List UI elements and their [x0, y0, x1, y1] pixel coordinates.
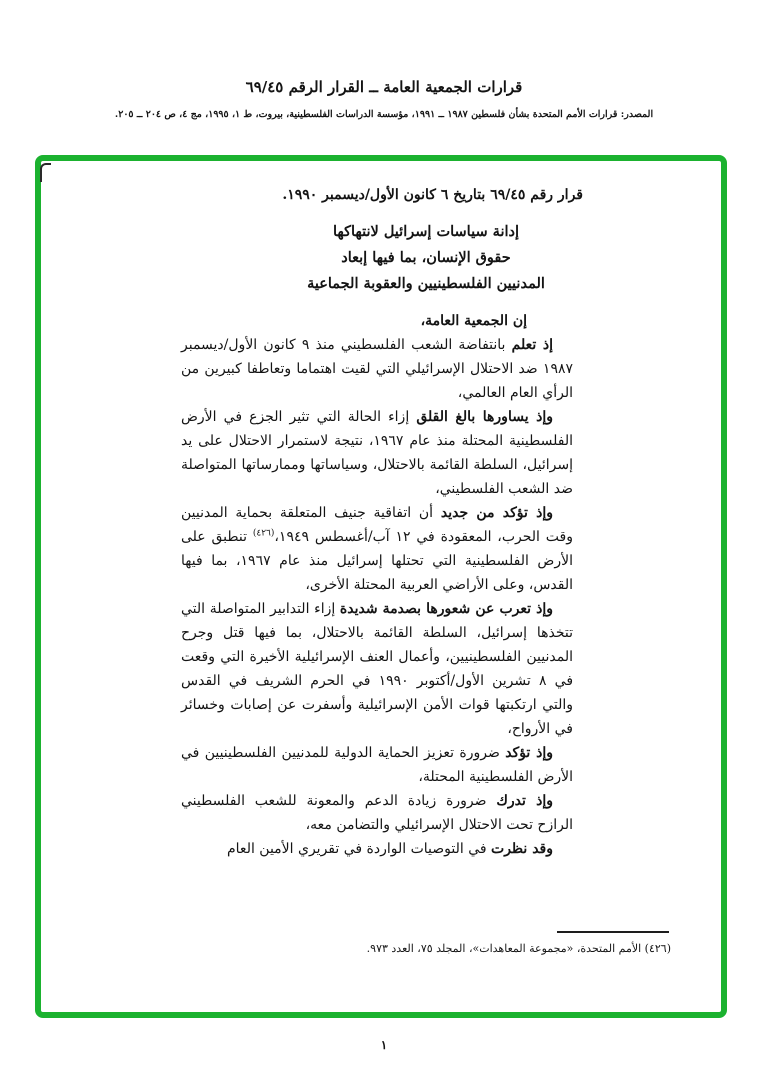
resolution-title-line-2: حقوق الإنسان، بما فيها إبعاد — [341, 249, 511, 266]
resolution-body — [181, 309, 573, 861]
footnote-block — [253, 931, 671, 956]
footnote-text — [253, 941, 671, 956]
footnote-ref: (٤٢٦) — [252, 528, 275, 539]
preamble-paragraph — [181, 789, 573, 837]
preamble-paragraph — [181, 837, 573, 861]
paragraph-text: أن اتفاقية جنيف المتعلقة بحماية المدنيين وقت الحرب، المعقودة في ١٢ آب/أغسطس ١٩٤٩، — [181, 505, 573, 545]
paragraph-lead-text: وإذ تؤكد — [505, 745, 553, 761]
paragraph-text: في التوصيات الواردة في تقريري الأمين العام — [227, 841, 492, 857]
page-header-source: المصدر: قرارات الأمم المتحدة بشأن فلسطين ١٩٨٧ ــ ١٩٩١، مؤسسة الدراسات الفلسطينية، بيروت، ط ١، ١٩٩٥، مج ٤، ص ٢٠٤ ــ ٢٠٥. — [114, 109, 654, 120]
document-content — [41, 161, 721, 861]
preamble-opening — [181, 309, 573, 333]
footnote-separator-rule — [557, 931, 669, 933]
paragraph-text: إزاء الحالة التي تثير الجزع في الأرض الفلسطينية المحتلة منذ عام ١٩٦٧، نتيجة لاستمرار الاحتلال على يد إسرائيل، السلطة القائمة بالاحتلال، وسياساتها وممارساتها المتواصلة ضد الشعب الفلسطيني، — [181, 409, 573, 497]
preamble-paragraph — [181, 741, 573, 789]
preamble-paragraph — [181, 405, 573, 501]
paragraph-lead-text: وإذ تؤكد من جديد — [440, 505, 553, 521]
paragraph-lead-text: وإذ تدرك — [496, 793, 554, 809]
document-frame — [35, 155, 727, 1018]
paragraph-lead-text: وقد نظرت — [491, 841, 553, 857]
paragraph-lead-text: إن الجمعية العامة، — [420, 313, 527, 329]
footnote-marker: (٤٢٦) — [644, 942, 671, 955]
paragraph-lead-text: وإذ تعرب عن شعورها بصدمة شديدة — [339, 601, 553, 617]
paragraph-text: ضرورة زيادة الدعم والمعونة للشعب الفلسطيني الرازح تحت الاحتلال الإسرائيلي والتضامن معه، — [181, 793, 573, 833]
preamble-paragraph — [181, 333, 573, 405]
page-header-title: قرارات الجمعية العامة ــ القرار الرقم ٦٩/٤٥ — [245, 78, 523, 96]
paragraph-text: إزاء التدابير المتواصلة التي تتخذها إسرائيل، السلطة القائمة بالاحتلال، بما فيها قتل وجرح المدنيين الفلسطينيين، وأعمال العنف الإسرائيلية الأخيرة التي وقعت في ٨ تشرين الأول/أكتوبر ١٩٩٠ في الحرم الشريف في القدس والتي ارتكبتها قوات الأمن الإسرائيلية وأسفرت عن إصابات وخسائر في الأرواح، — [181, 601, 574, 737]
preamble-paragraph — [181, 597, 573, 741]
preamble-paragraph — [181, 501, 573, 597]
resolution-date-line: قرار رقم ٦٩/٤٥ بتاريخ ٦ كانون الأول/ديسمبر ١٩٩٠. — [282, 187, 583, 203]
paragraph-text: ضرورة تعزيز الحماية الدولية للمدنيين الفلسطينيين في الأرض الفلسطينية المحتلة، — [181, 745, 573, 785]
paragraph-lead-text: وإذ يساورها بالغ القلق — [416, 409, 553, 425]
paragraph-lead-text: إذ تعلم — [511, 337, 553, 353]
footnote-citation: الأمم المتحدة، «مجموعة المعاهدات»، المجلد ٧٥، العدد ٩٧٣. — [366, 942, 645, 955]
page-number: ١ — [380, 1038, 388, 1052]
resolution-title — [230, 219, 622, 297]
resolution-title-line-1: إدانة سياسات إسرائيل لانتهاكها — [332, 223, 519, 240]
paragraph-text: بانتفاضة الشعب الفلسطيني منذ ٩ كانون الأول/ديسمبر ١٩٨٧ ضد الاحتلال الإسرائيلي التي لقيت اهتماما وتعاطفا كبيرين من الرأي العام العالمي، — [181, 337, 573, 401]
resolution-title-line-3: المدنيين الفلسطينيين والعقوبة الجماعية — [307, 275, 545, 292]
paragraph-text: تنطبق على الأرض الفلسطينية التي تحتلها إسرائيل منذ عام ١٩٦٧، بما فيها القدس، وعلى الأراضي العربية المحتلة الأخرى، — [181, 529, 573, 593]
